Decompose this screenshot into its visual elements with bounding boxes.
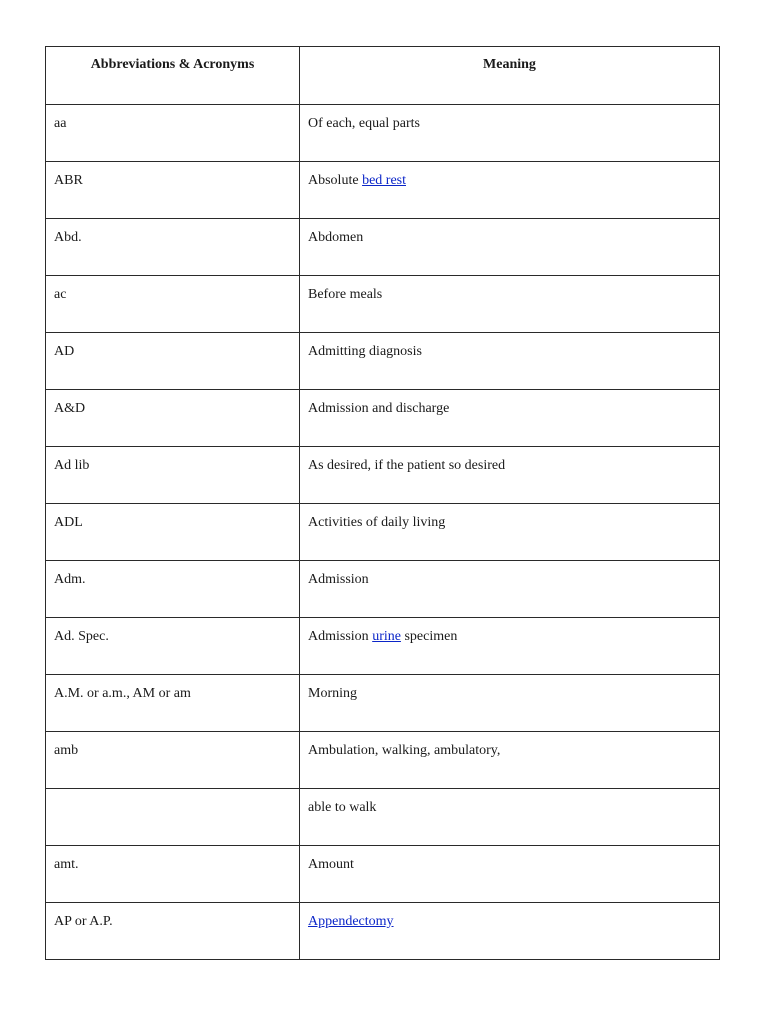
meaning-cell bbox=[300, 846, 720, 903]
meaning-cell bbox=[300, 447, 720, 504]
meaning-cell bbox=[300, 675, 720, 732]
meaning-text bbox=[300, 846, 719, 873]
meaning-cell bbox=[300, 903, 720, 960]
table-row bbox=[46, 333, 720, 390]
meaning-text-prefix: Activities of daily living bbox=[308, 515, 446, 530]
abbreviation-cell bbox=[46, 732, 300, 789]
meaning-text-prefix: Absolute bbox=[308, 173, 363, 188]
table-row bbox=[46, 846, 720, 903]
meaning-text bbox=[300, 675, 719, 702]
abbreviation-cell bbox=[46, 333, 300, 390]
table-row bbox=[46, 105, 720, 162]
abbreviation-text: aa bbox=[54, 116, 67, 131]
meaning-text-prefix: Amount bbox=[308, 857, 354, 872]
meaning-text bbox=[300, 333, 719, 360]
abbreviation-text: Abd. bbox=[54, 230, 82, 245]
meaning-cell bbox=[300, 732, 720, 789]
meaning-text-prefix: Admission bbox=[308, 572, 369, 587]
meaning-cell bbox=[300, 276, 720, 333]
abbreviation-text: ac bbox=[54, 287, 67, 302]
meaning-text bbox=[300, 789, 719, 816]
abbreviation-text: ADL bbox=[54, 515, 83, 530]
abbreviation-cell bbox=[46, 447, 300, 504]
meaning-text-suffix: specimen bbox=[400, 629, 458, 644]
abbreviation-text: AD bbox=[54, 344, 75, 359]
meaning-text bbox=[300, 390, 719, 417]
abbreviation-cell bbox=[46, 903, 300, 960]
abbreviation-cell bbox=[46, 675, 300, 732]
table-row bbox=[46, 561, 720, 618]
meaning-cell bbox=[300, 162, 720, 219]
meaning-text bbox=[300, 732, 719, 759]
meaning-text bbox=[300, 276, 719, 303]
meaning-link[interactable]: Appendectomy bbox=[308, 914, 394, 929]
abbreviation-text: AP or A.P. bbox=[54, 914, 113, 929]
table-row bbox=[46, 162, 720, 219]
abbreviation-cell bbox=[46, 219, 300, 276]
meaning-text-prefix: Morning bbox=[308, 686, 357, 701]
table-row bbox=[46, 618, 720, 675]
meaning-text-prefix: Of each, equal parts bbox=[308, 116, 420, 131]
meaning-text-prefix: Abdomen bbox=[308, 230, 364, 245]
table-row bbox=[46, 219, 720, 276]
abbreviation-cell bbox=[46, 846, 300, 903]
meaning-cell bbox=[300, 561, 720, 618]
table-row bbox=[46, 903, 720, 960]
meaning-cell bbox=[300, 504, 720, 561]
abbreviation-text: Ad lib bbox=[54, 458, 90, 473]
meaning-text bbox=[300, 618, 719, 645]
abbreviation-text: amt. bbox=[54, 857, 79, 872]
meaning-cell bbox=[300, 105, 720, 162]
table-row bbox=[46, 789, 720, 846]
meaning-cell bbox=[300, 333, 720, 390]
abbreviation-cell bbox=[46, 789, 300, 846]
meaning-cell bbox=[300, 618, 720, 675]
meaning-text bbox=[300, 903, 719, 930]
abbreviation-cell bbox=[46, 276, 300, 333]
header-abbreviations-label: Abbreviations & Acronyms bbox=[90, 57, 255, 72]
meaning-text-prefix: able to walk bbox=[308, 800, 377, 815]
table-row bbox=[46, 675, 720, 732]
abbreviation-cell bbox=[46, 390, 300, 447]
header-meaning-label: Meaning bbox=[483, 57, 536, 72]
abbreviation-cell bbox=[46, 618, 300, 675]
table-row bbox=[46, 390, 720, 447]
header-abbreviations bbox=[46, 47, 300, 105]
meaning-text bbox=[300, 105, 719, 132]
abbreviation-text: A&D bbox=[54, 401, 86, 416]
table-row bbox=[46, 504, 720, 561]
meaning-text bbox=[300, 162, 719, 189]
meaning-link[interactable]: bed rest bbox=[362, 173, 406, 188]
meaning-text bbox=[300, 447, 719, 474]
abbreviation-cell bbox=[46, 105, 300, 162]
meaning-cell bbox=[300, 789, 720, 846]
meaning-text-prefix: Ambulation, walking, ambulatory, bbox=[308, 743, 501, 758]
meaning-text bbox=[300, 504, 719, 531]
meaning-text bbox=[300, 561, 719, 588]
abbreviation-text: ABR bbox=[54, 173, 83, 188]
table-row bbox=[46, 732, 720, 789]
abbreviation-cell bbox=[46, 504, 300, 561]
table-body bbox=[46, 105, 720, 960]
abbreviation-cell bbox=[46, 162, 300, 219]
abbreviations-table bbox=[45, 46, 720, 960]
header-meaning bbox=[300, 47, 720, 105]
meaning-text-prefix: Before meals bbox=[308, 287, 383, 302]
meaning-text-prefix: As desired, if the patient so desired bbox=[308, 458, 506, 473]
abbreviation-text: amb bbox=[54, 743, 79, 758]
table-header-row bbox=[46, 47, 720, 105]
meaning-text-prefix: Admission and discharge bbox=[308, 401, 450, 416]
abbreviation-cell bbox=[46, 561, 300, 618]
abbreviation-text bbox=[46, 789, 299, 799]
table-row bbox=[46, 276, 720, 333]
meaning-cell bbox=[300, 390, 720, 447]
abbreviation-text: Ad. Spec. bbox=[54, 629, 109, 644]
meaning-text-prefix: Admission bbox=[308, 629, 373, 644]
meaning-cell bbox=[300, 219, 720, 276]
meaning-text bbox=[300, 219, 719, 246]
abbreviation-text: A.M. or a.m., AM or am bbox=[54, 686, 191, 701]
meaning-link[interactable]: urine bbox=[372, 629, 401, 644]
meaning-text-prefix: Admitting diagnosis bbox=[308, 344, 422, 359]
abbreviation-text: Adm. bbox=[54, 572, 86, 587]
table-row bbox=[46, 447, 720, 504]
